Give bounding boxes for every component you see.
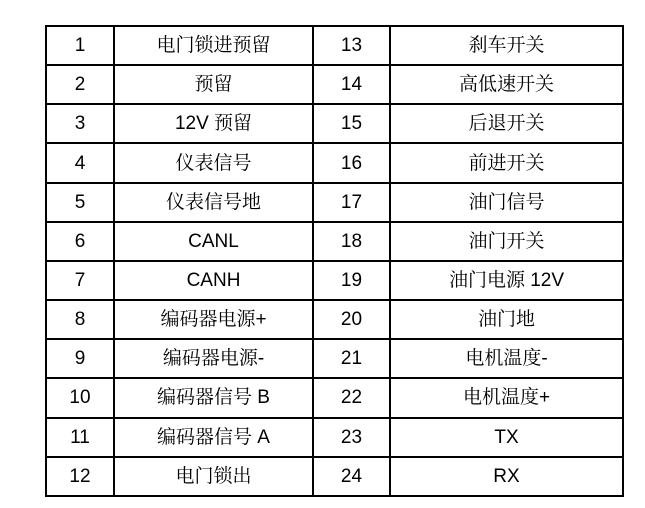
pin-label-cell: 编码器电源- <box>114 339 313 378</box>
pin-number-cell: 24 <box>313 457 390 496</box>
pin-label-cell: 编码器电源+ <box>114 300 313 339</box>
pin-number-cell: 23 <box>313 418 390 457</box>
pin-number-cell: 16 <box>313 143 390 182</box>
pin-number-cell: 12 <box>46 457 114 496</box>
pin-label-cell: 刹车开关 <box>390 26 623 65</box>
table-row <box>46 457 623 496</box>
table-row <box>46 222 623 261</box>
pin-label-cell: 编码器信号 A <box>114 418 313 457</box>
pin-label-cell: 油门开关 <box>390 222 623 261</box>
table-row <box>46 65 623 104</box>
table-row <box>46 339 623 378</box>
table-row <box>46 26 623 65</box>
pin-number-cell: 15 <box>313 104 390 143</box>
pin-number-cell: 10 <box>46 378 114 417</box>
pin-label-cell: 电门锁出 <box>114 457 313 496</box>
pin-label-cell: 高低速开关 <box>390 65 623 104</box>
pin-label-cell: CANH <box>114 261 313 300</box>
pin-number-cell: 5 <box>46 183 114 222</box>
pin-number-cell: 7 <box>46 261 114 300</box>
pin-number-cell: 17 <box>313 183 390 222</box>
pin-number-cell: 19 <box>313 261 390 300</box>
pin-label-cell: 12V 预留 <box>114 104 313 143</box>
pin-number-cell: 22 <box>313 378 390 417</box>
pin-number-cell: 11 <box>46 418 114 457</box>
pin-number-cell: 1 <box>46 26 114 65</box>
pin-label-cell: CANL <box>114 222 313 261</box>
pin-number-cell: 18 <box>313 222 390 261</box>
pin-number-cell: 14 <box>313 65 390 104</box>
pin-number-cell: 21 <box>313 339 390 378</box>
pin-number-cell: 2 <box>46 65 114 104</box>
pin-label-cell: RX <box>390 457 623 496</box>
pin-label-cell: 预留 <box>114 65 313 104</box>
pin-label-cell: 电机温度+ <box>390 378 623 417</box>
table-row <box>46 300 623 339</box>
pin-label-cell: 前进开关 <box>390 143 623 182</box>
pin-label-cell: 电机温度- <box>390 339 623 378</box>
table-row <box>46 143 623 182</box>
pin-label-cell: 仪表信号地 <box>114 183 313 222</box>
table-row <box>46 104 623 143</box>
pin-number-cell: 9 <box>46 339 114 378</box>
pin-label-cell: 仪表信号 <box>114 143 313 182</box>
pin-label-cell: TX <box>390 418 623 457</box>
pin-label-cell: 编码器信号 B <box>114 378 313 417</box>
pin-number-cell: 6 <box>46 222 114 261</box>
pin-label-cell: 电门锁进预留 <box>114 26 313 65</box>
pin-number-cell: 8 <box>46 300 114 339</box>
pin-number-cell: 13 <box>313 26 390 65</box>
table-row <box>46 378 623 417</box>
pin-label-cell: 油门电源 12V <box>390 261 623 300</box>
pin-label-cell: 后退开关 <box>390 104 623 143</box>
pin-number-cell: 4 <box>46 143 114 182</box>
pin-label-cell: 油门地 <box>390 300 623 339</box>
pin-label-cell: 油门信号 <box>390 183 623 222</box>
table-row <box>46 261 623 300</box>
table-row <box>46 418 623 457</box>
pin-definition-table <box>45 25 624 497</box>
pin-number-cell: 20 <box>313 300 390 339</box>
table-row <box>46 183 623 222</box>
pin-number-cell: 3 <box>46 104 114 143</box>
